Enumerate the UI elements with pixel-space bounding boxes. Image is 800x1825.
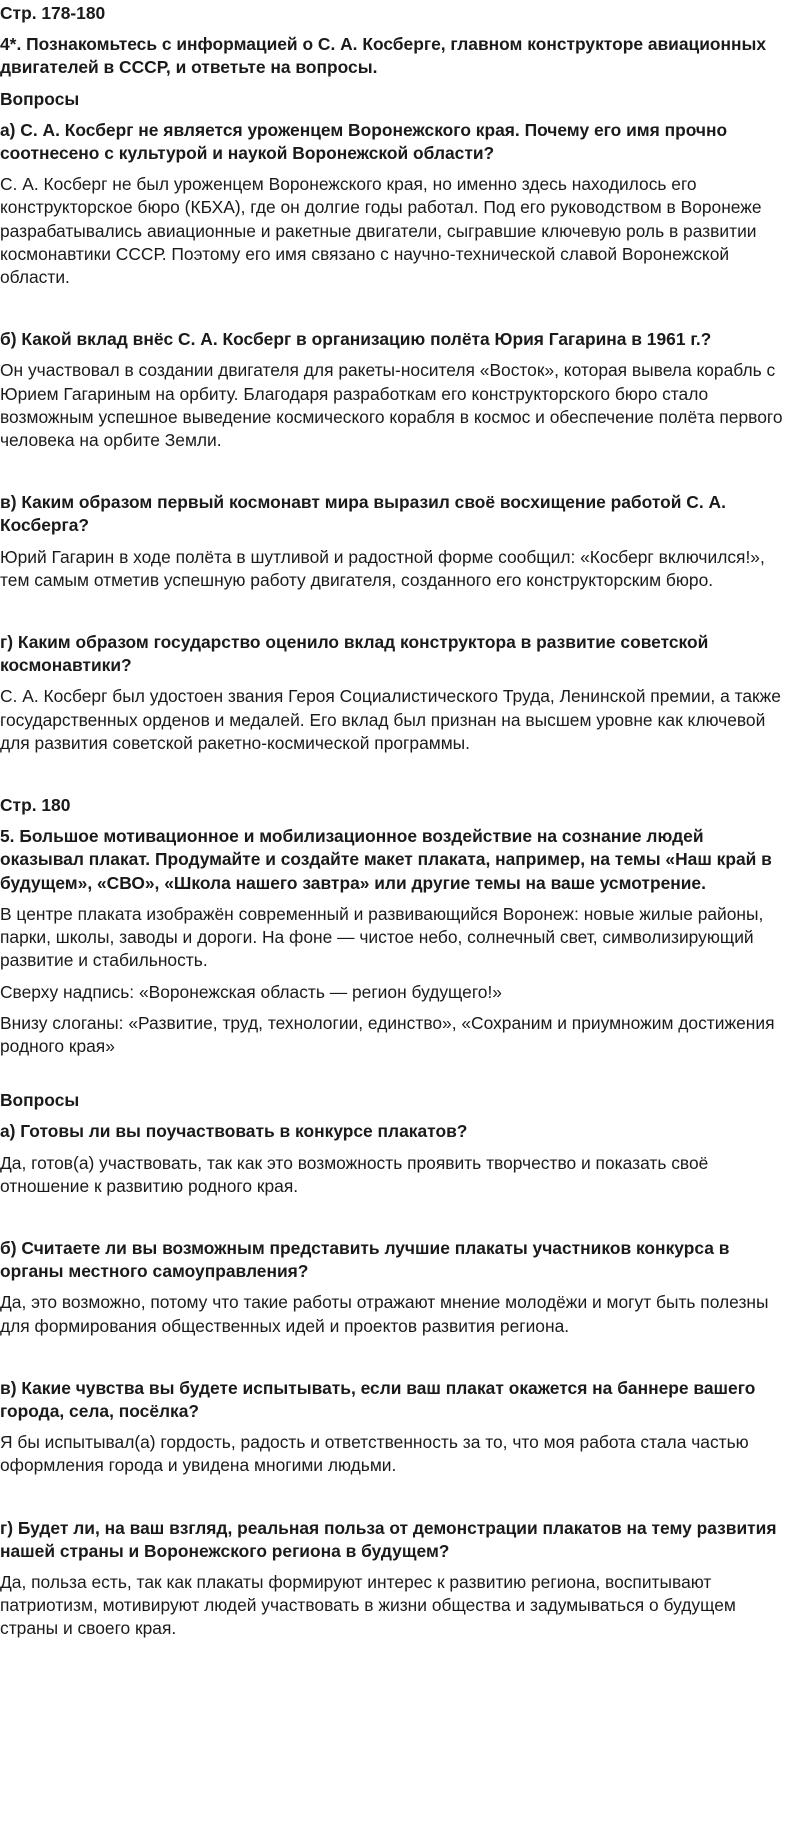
answer-paragraph: В центре плаката изображён современный и развивающийся Воронеж: новые жилые районы, парки, школы, заводы и дороги. На фоне — чистое небо, солнечный свет, символизирующий развитие и стабильность.: [0, 903, 764, 971]
question: а) С. А. Косберг не является уроженцем Воронежского края. Почему его имя прочно соотнесено с культурой и наукой Воронежской области?: [0, 119, 728, 164]
answer: Да, это возможно, потому что такие работы отражают мнение молодёжи и могут быть полезны для формирования общественных идей и проектов развития региона.: [0, 1292, 769, 1336]
answer: С. А. Косберг был удостоен звания Героя Социалистического Труда, Ленинской премии, а также государственных орденов и медалей. Его вклад был признан на высшем уровне как ключевой для развития советской ракетно-космической программы.: [0, 686, 781, 753]
spacer: [0, 460, 790, 491]
answer-paragraph: Сверху надпись: «Воронежская область — регион будущего!»: [0, 981, 502, 1002]
questions-label: Вопросы: [0, 1090, 80, 1111]
spacer: [0, 763, 790, 794]
answer: Я бы испытывал(а) гордость, радость и ответственность за то, что моя работа стала частью оформления города и увидена многими людьми.: [0, 1432, 749, 1476]
task-statement: 4*. Познакомьтесь с информацией о С. А. Косберге, главном конструкторе авиационных двигателей в СССР, и ответьте на вопросы.: [0, 34, 767, 78]
spacer: [0, 1486, 790, 1517]
page-reference: Стр. 178-180: [0, 3, 106, 23]
task-statement: 5. Большое мотивационное и мобилизационное воздействие на сознание людей оказывал плакат. Продумайте и создайте макет плаката, например, на темы «Наш край в будущем», «СВО», «Школа нашего завтра» или другие темы на ваше усмотрение.: [0, 826, 772, 893]
spacer: [0, 297, 790, 328]
question: в) Какие чувства вы будете испытывать, если ваш плакат окажется на баннере вашего города, села, посёлка?: [0, 1377, 756, 1421]
answer: Юрий Гагарин в ходе полёта в шутливой и радостной форме сообщил: «Косберг включился!», тем самым отметив успешную работу двигателя, созданного его конструкторским бюро.: [0, 546, 765, 590]
question: б) Какой вклад внёс С. А. Косберг в организацию полёта Юрия Гагарина в 1961 г.?: [0, 329, 712, 350]
spacer: [0, 1066, 790, 1089]
spacer: [0, 600, 790, 631]
answer-paragraph: Внизу слоганы: «Развитие, труд, технологии, единство», «Сохраним и приумножим достижения родного края»: [0, 1012, 775, 1056]
spacer: [0, 1346, 790, 1377]
question: г) Будет ли, на ваш взгляд, реальная польза от демонстрации плакатов на тему развития нашей страны и Воронежского региона в будущем?: [0, 1517, 777, 1561]
question: в) Каким образом первый космонавт мира выразил своё восхищение работой С. А. Косберга?: [0, 492, 726, 536]
page-reference: Стр. 180: [0, 795, 71, 816]
question: г) Каким образом государство оценило вклад конструктора в развитие советской космонавтики?: [0, 632, 709, 676]
questions-label: Вопросы: [0, 88, 80, 109]
answer: С. А. Косберг не был уроженцем Воронежского края, но именно здесь находилось его конструкторское бюро (КБХА), где он долгие годы работал. Под его руководством в Воронеже разрабатывались авиационные и ракетные двигатели, сыгравшие ключевую роль в развитии космонавтики СССР. Поэтому его имя связано с научно-технической славой Воронежской области.: [0, 174, 762, 288]
answer: Да, готов(а) участвовать, так как это возможность проявить творчество и показать своё отношение к развитию родного края.: [0, 1152, 709, 1196]
question: а) Готовы ли вы поучаствовать в конкурсе плакатов?: [0, 1121, 468, 1142]
answer: Он участвовал в создании двигателя для ракеты-носителя «Восток», которая вывела корабль с Юрием Гагариным на орбиту. Благодаря разработкам его конструкторского бюро стало возможным успешное выведение космического корабля в космос и обеспечение полёта первого человека на орбите Земли.: [0, 360, 783, 451]
answer: Да, польза есть, так как плакаты формируют интерес к развитию региона, воспитывают патриотизм, мотивируют людей участвовать в жизни общества и задумываться о будущем страны и своего края.: [0, 1571, 736, 1639]
question: б) Считаете ли вы возможным представить лучшие плакаты участников конкурса в органы местного самоуправления?: [0, 1237, 730, 1282]
spacer: [0, 1206, 790, 1237]
